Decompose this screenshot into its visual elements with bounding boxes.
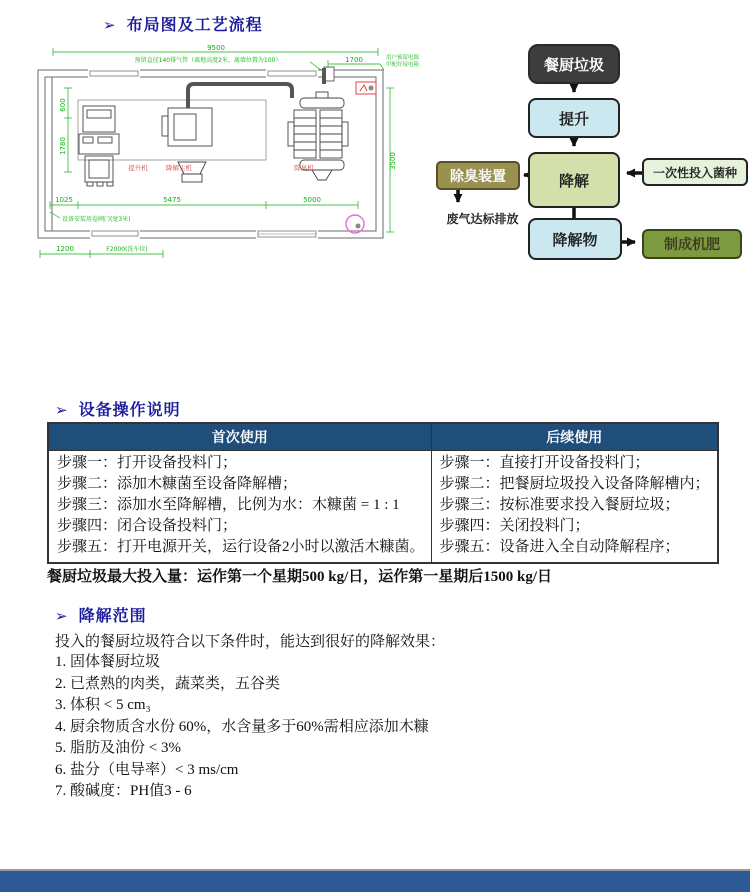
flow-node-fertilizer [642,229,742,259]
flow-node-deodorant-label: 除臭装置 [450,167,506,184]
dimension-lines [40,48,394,258]
label-degradation-host: 降解主机 [166,164,192,172]
follow-use-step: 步骤五：设备进入全自动降解程序； [439,539,680,555]
range-item: 2. 已煮熟的肉类，蔬菜类，五谷类 [55,675,281,692]
dim-top: 9500 [207,44,225,52]
section-heading-operation [55,397,181,420]
flow-node-bacteria-label: 一次性投入菌种 [652,165,737,180]
drain-marker [346,215,364,233]
dim-outer-1: 1200 [56,245,74,253]
table-header-row [48,423,718,451]
range-item: 7. 酸碱度：PH值3 - 6 [55,783,192,799]
annotation-power-2: 甲配好接电箱 [386,62,420,68]
follow-use-step: 步骤四：关闭投料门； [439,518,590,534]
process-flowchart [430,42,750,270]
capacity-note: 餐厨垃圾最大投入量：运作第一个星期500 kg/日，运作第一星期后1500 kg/日 [47,569,553,585]
dim-left-upper: 600 [59,98,67,112]
table-header-first-use: 首次使用 [48,423,431,451]
label-deodorizer: 除臭机 [294,164,314,172]
flow-node-waste [528,44,620,84]
table-body-row [48,451,718,564]
power-box-marker [356,82,376,94]
flow-node-product-label: 降解物 [552,231,598,249]
heading-range-text: 降解范围 [78,608,147,625]
range-item: 3. 体积 < 5 cm₃ [55,697,151,713]
heading-operation-text: 设备操作说明 [78,402,181,419]
annotation-vent: 预留直径140排气管（离地高度2米，离墙位置为100） [134,57,282,64]
lift-machine-drawing [79,106,119,186]
first-use-step: 步骤五：打开电源开关，运行设备2小时以激活木糠菌。 [57,539,425,555]
follow-use-cell [431,451,718,564]
section-arrow-icon: ➢ [55,402,69,419]
follow-use-step: 步骤三：按标准要求投入餐厨垃圾； [439,497,680,513]
follow-use-step: 步骤二：把餐厨垃圾投入设备降解槽内； [439,476,710,492]
flow-node-product [528,218,622,260]
equipment-labels [128,163,314,172]
dim-right: 3500 [389,152,397,170]
range-item: 5. 脂肪及油份 < 3% [55,740,181,756]
annotation-door: 设备安装用卷闸门(宽3米) [62,216,131,223]
flow-node-fertilizer-label: 制成机肥 [664,236,720,252]
range-list [55,652,429,803]
dim-inner-2: 5475 [163,196,181,204]
dim-inner-1: 1025 [55,196,73,204]
first-use-cell [48,451,431,564]
follow-use-step: 步骤一：直接打开设备投料门； [439,455,650,471]
flow-node-degrade [528,152,620,208]
range-item: 6. 盐分（电导率）< 3 ms/cm [55,761,239,778]
range-intro: 投入的餐厨垃圾符合以下条件时，能达到很好的降解效果： [55,634,446,650]
first-use-step: 步骤二：添加木糠菌至设备降解槽； [57,476,298,492]
table-header-follow-use: 后续使用 [431,423,718,451]
first-use-step: 步骤三：添加水至降解槽，比例为水：木糠菌 = 1 : 1 [57,497,400,513]
flow-node-bacteria [642,158,748,186]
dim-left-mid: 1780 [59,137,67,155]
annotation-power-1: 用户预留电源 [386,55,420,61]
footer-bar [0,869,750,892]
dim-top-right: 1700 [345,56,363,64]
dim-inner-3: 5000 [303,196,321,204]
section-heading-layout [103,12,263,35]
range-item: 4. 厨余物质含水份 60%，水含量多于60%需相应添加木糠 [55,718,429,735]
section-heading-range [55,603,147,626]
heading-layout-text: 布局图及工艺流程 [126,17,263,34]
first-use-step: 步骤四：闭合设备投料门； [57,518,238,534]
flow-node-lift-label: 提升 [558,110,589,128]
section-arrow-icon: ➢ [55,608,69,625]
flow-node-deodorant [436,161,520,190]
layout-cad-drawing [28,42,448,268]
flow-exhaust-text: 废气达标排放 [446,212,519,226]
operation-table [47,422,719,564]
dim-outer-2: F2000(洗车位) [106,246,148,253]
flow-node-degrade-label: 降解 [558,172,589,190]
flow-node-lift [528,98,620,138]
label-lift-machine: 提升机 [128,164,148,172]
range-item: 1. 固体餐厨垃圾 [55,654,161,670]
wall-doors [88,67,334,239]
first-use-step: 步骤一：打开设备投料门； [57,455,238,471]
section-arrow-icon: ➢ [103,17,117,34]
flow-node-waste-label: 餐厨垃圾 [543,56,604,74]
equipment-platform [78,100,266,160]
